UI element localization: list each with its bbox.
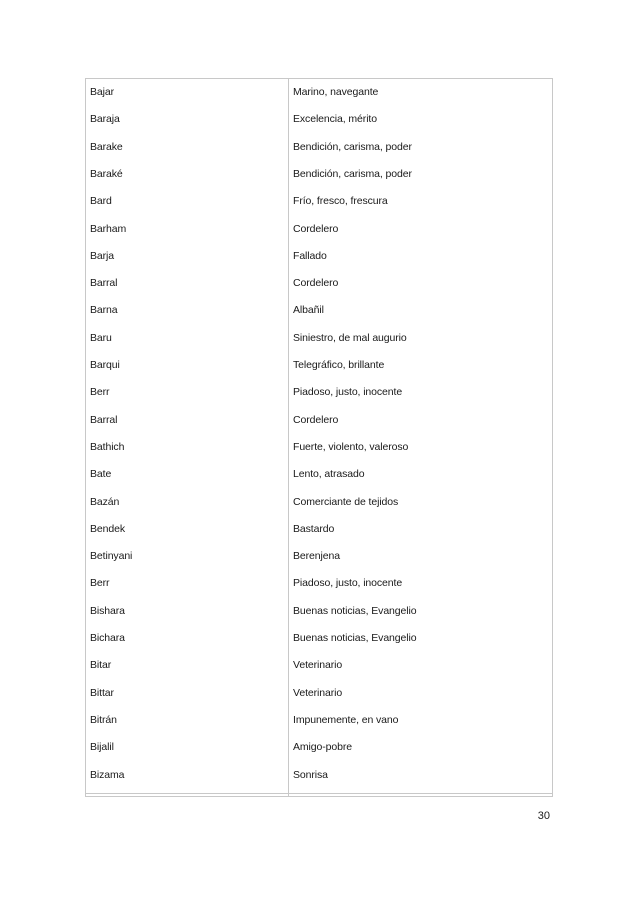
meaning-cell: Excelencia, mérito xyxy=(293,113,377,126)
surname-cell: Bittar xyxy=(90,686,114,699)
meaning-cell: Piadoso, justo, inocente xyxy=(293,577,403,590)
table-row xyxy=(86,352,552,379)
surname-cell: Berr xyxy=(90,386,110,399)
meaning-cell: Cordelero xyxy=(293,222,339,235)
meaning-cell: Fuerte, violento, valeroso xyxy=(293,440,409,453)
meaning-cell: Comerciante de tejidos xyxy=(293,495,399,508)
meaning-cell: Bendición, carisma, poder xyxy=(293,140,412,153)
meaning-cell: Sonrisa xyxy=(293,768,328,781)
meaning-cell: Buenas noticias, Evangelio xyxy=(293,632,417,644)
meaning-cell: Telegráfico, brillante xyxy=(293,359,385,371)
table-row xyxy=(86,680,552,707)
table-row xyxy=(86,243,552,270)
meaning-cell: Veterinario xyxy=(293,686,343,699)
surname-cell: Bizama xyxy=(90,768,125,781)
meaning-cell: Cordelero xyxy=(293,413,339,426)
meaning-cell: Piadoso, justo, inocente xyxy=(293,386,403,399)
table-row xyxy=(86,270,552,297)
surname-cell: Bate xyxy=(90,468,112,481)
surname-cell: Baru xyxy=(90,331,112,344)
table-row xyxy=(86,325,552,352)
table-row xyxy=(86,379,552,406)
meaning-cell: Amigo-pobre xyxy=(293,741,353,754)
table-row xyxy=(86,161,552,188)
surname-cell: Baraja xyxy=(90,113,120,126)
surname-cell: Barna xyxy=(90,304,118,317)
surname-cell: Barake xyxy=(90,140,123,153)
table-row xyxy=(86,434,552,461)
table-row xyxy=(86,652,552,679)
meaning-cell: Frío, fresco, frescura xyxy=(293,195,388,208)
table-row xyxy=(86,570,552,597)
page-number: 30 xyxy=(537,810,550,822)
surname-cell: Barral xyxy=(90,413,118,426)
meaning-cell: Bastardo xyxy=(293,522,335,535)
surname-cell: Bazán xyxy=(90,495,120,508)
surname-cell: Barham xyxy=(90,222,127,235)
surname-cell: Bard xyxy=(90,195,112,208)
meaning-cell: Marino, navegante xyxy=(293,86,379,98)
surname-cell: Barral xyxy=(90,277,118,290)
surname-cell: Bendek xyxy=(90,522,126,535)
table-row xyxy=(86,79,552,106)
surname-cell: Baraké xyxy=(90,167,123,180)
surname-cell: Betinyani xyxy=(90,550,133,563)
table-row xyxy=(86,598,552,625)
table-row xyxy=(86,461,552,488)
surname-cell: Bitrán xyxy=(90,713,117,726)
surname-cell: Bajar xyxy=(90,86,115,98)
meaning-cell: Siniestro, de mal augurio xyxy=(293,331,407,344)
table-row xyxy=(86,134,552,161)
meaning-cell: Bendición, carisma, poder xyxy=(293,167,412,180)
table-row xyxy=(86,106,552,133)
table-row xyxy=(86,188,552,215)
surname-cell: Berr xyxy=(90,577,110,590)
surname-cell: Barja xyxy=(90,249,115,262)
table-row xyxy=(86,543,552,570)
table-row xyxy=(86,216,552,243)
table-row xyxy=(86,407,552,434)
table-row xyxy=(86,734,552,761)
surname-cell: Bishara xyxy=(90,604,125,617)
table-row xyxy=(86,489,552,516)
meaning-cell: Buenas noticias, Evangelio xyxy=(293,604,417,617)
meaning-cell: Fallado xyxy=(293,249,327,262)
meaning-cell: Impunemente, en vano xyxy=(293,713,399,726)
table-bottom-rule xyxy=(86,793,552,794)
meaning-cell: Lento, atrasado xyxy=(293,468,365,481)
table-row xyxy=(86,516,552,543)
table-row xyxy=(86,625,552,652)
surname-cell: Bathich xyxy=(90,440,125,453)
surname-cell: Bitar xyxy=(90,659,112,672)
table-row xyxy=(86,762,552,789)
meaning-cell: Cordelero xyxy=(293,277,339,290)
table-row xyxy=(86,297,552,324)
table-row xyxy=(86,707,552,734)
surname-cell: Bichara xyxy=(90,632,125,644)
meaning-cell: Berenjena xyxy=(293,550,340,563)
surname-cell: Barqui xyxy=(90,359,120,371)
meaning-cell: Veterinario xyxy=(293,659,343,672)
surname-cell: Bijalil xyxy=(90,741,114,754)
surname-meaning-table xyxy=(85,78,553,797)
meaning-cell: Albañil xyxy=(293,304,324,317)
